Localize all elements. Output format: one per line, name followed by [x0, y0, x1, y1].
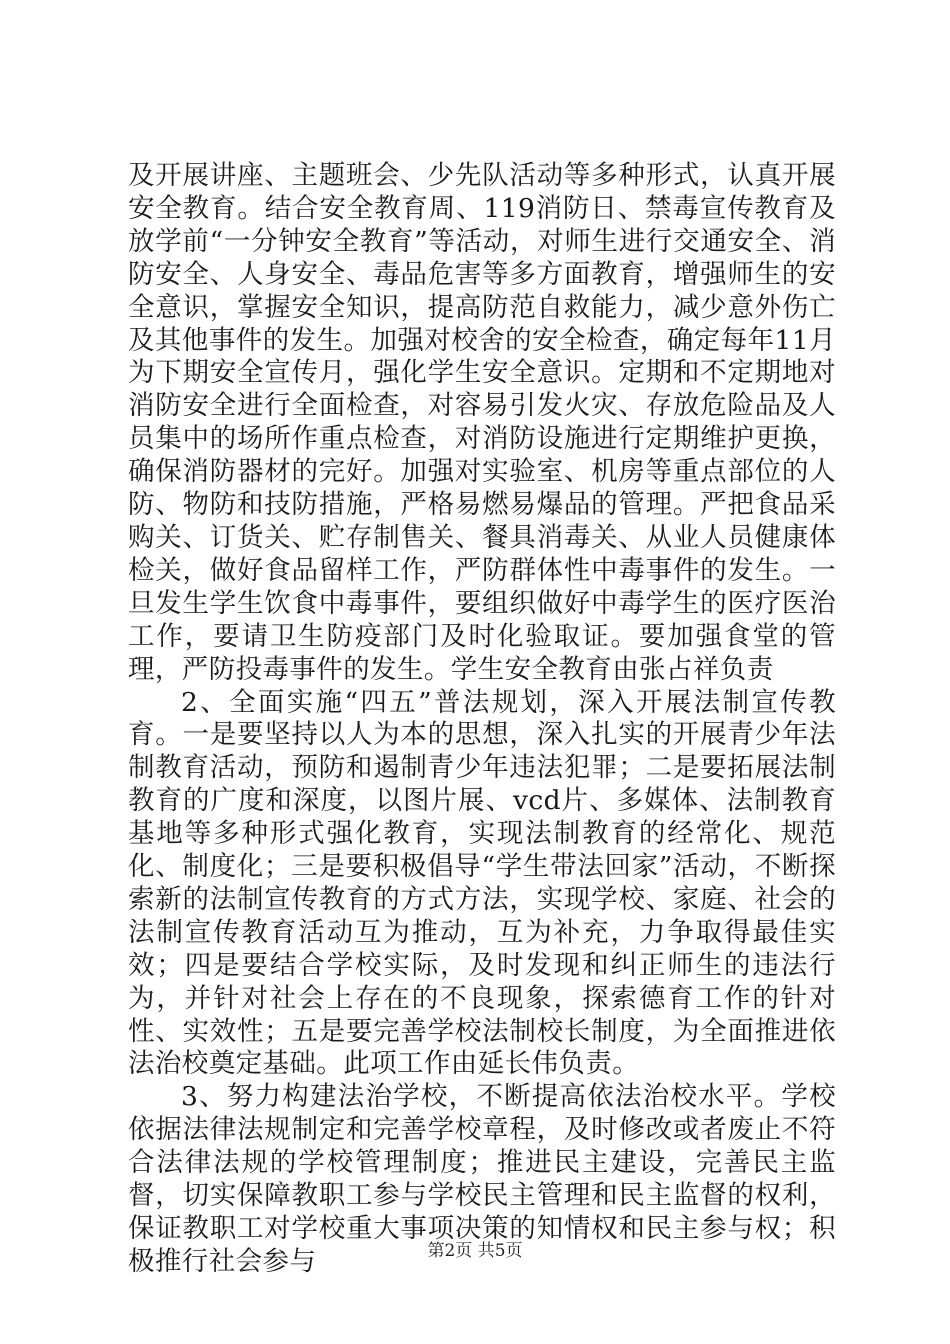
page-number-footer: 第2页 共5页: [427, 1241, 523, 1261]
paragraph-safety-education: 及开展讲座、主题班会、少先队活动等多种形式，认真开展安全教育。结合安全教育周、119消防日、禁毒宣传教育及放学前“一分钟安全教育”等活动，对师生进行交通安全、消防安全、人身安全、毒品危害等多方面教育，增强师生的安全意识，掌握安全知识，提高防范自救能力，减少意外伤亡及其他事件的发生。加强对校舍的安全检查，确定每年11月为下期安全宣传月，强化学生安全意识。定期和不定期地对消防安全进行全面检查，对容易引发火灾、存放危险品及人员集中的场所作重点检查，对消防设施进行定期维护更换，确保消防器材的完好。加强对实验室、机房等重点部位的人防、物防和技防措施，严格易燃易爆品的管理。严把食品采购关、订货关、贮存制售关、餐具消毒关、从业人员健康体检关，做好食品留样工作，严防群体性中毒事件的发生。一旦发生学生饮食中毒事件，要组织做好中毒学生的医疗医治工作，要请卫生防疫部门及时化验取证。要加强食堂的管理，严防投毒事件的发生。学生安全教育由张占祥负责: [128, 160, 836, 685]
document-body: [128, 160, 836, 1279]
paragraph-rule-of-law-school: 3、努力构建法治学校，不断提高依法治校水平。学校依据法律法规制定和完善学校章程，及时修改或者废止不符合法律法规的学校管理制度；推进民主建设，完善民主监督，切实保障教职工参与学校民主管理和民主监督的权利，保证教职工对学校重大事项决策的知情权和民主参与权；积极推行社会参与: [128, 1081, 836, 1277]
paragraph-legal-education: 2、全面实施“四五”普法规划，深入开展法制宣传教育。一是要坚持以人为本的思想，深入扎实的开展青少年法制教育活动，预防和遏制青少年违法犯罪；二是要拓展法制教育的广度和深度，以图片展、vcd片、多媒体、法制教育基地等多种形式强化教育，实现法制教育的经常化、规范化、制度化；三是要积极倡导“学生带法回家”活动，不断探索新的法制宣传教育的方式方法，实现学校、家庭、社会的法制宣传教育活动互为推动，互为补充，力争取得最佳实效；四是要结合学校实际，及时发现和纠正师生的违法行为，并针对社会上存在的不良现象，探索德育工作的针对性、实效性；五是要完善学校法制校长制度，为全面推进依法治校奠定基础。此项工作由延长伟负责。: [128, 686, 836, 1080]
